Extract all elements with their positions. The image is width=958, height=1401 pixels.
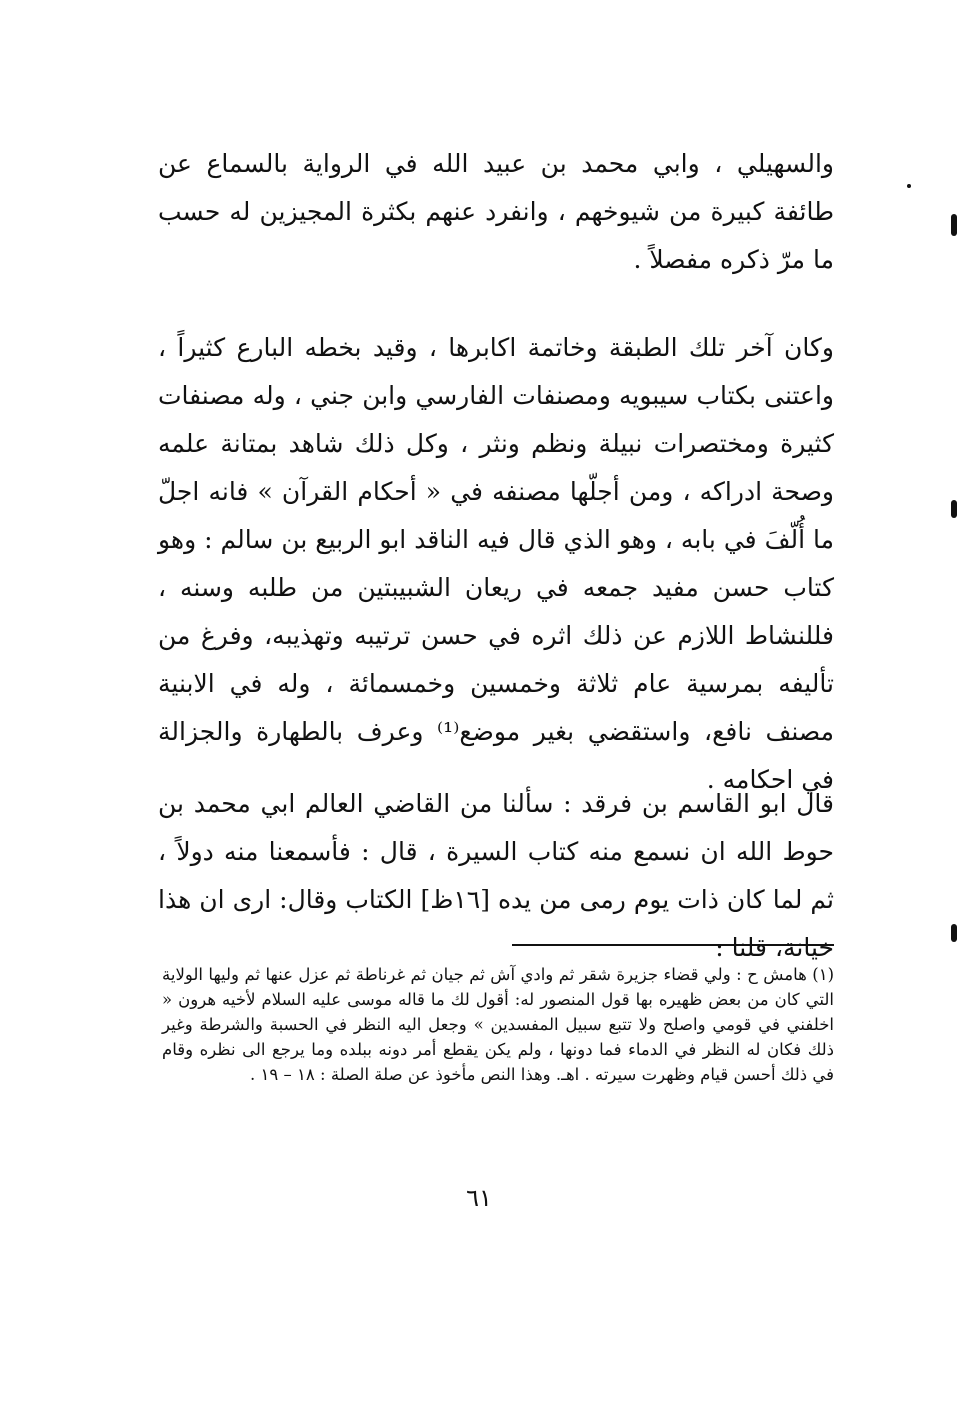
margin-mark [951, 214, 957, 236]
paragraph-text: قال ابو القاسم بن فرقد : سألنا من القاضي العالم ابي محمد بن حوط الله ان نسمع منه كتاب السيرة ، قال : فأسمعنا منه دولاً ، ثم لما كان ذات يوم رمى من يده [١٦ظ] الكتاب وقال: ارى ان هذا خيانة، قلنا : [158, 789, 834, 962]
paragraph-text: وكان آخر تلك الطبقة وخاتمة اكابرها ، وقيد بخطه البارع كثيراً ، واعتنى بكتاب سيبويه ومصنفات الفارسي وابن جني ، وله مصنفات كثيرة ومختصرات نبيلة ونظم ونثر ، وكل ذلك شاهد بمتانة علمه وصحة ادراكه ، ومن أجلّها مصنفه في « أحكام القرآن » فانه اجلّ ما أُلّفَ في بابه ، وهو الذي قال فيه الناقد ابو الربيع بن سالم : وهو كتاب حسن مفيد جمعه في ريعان الشبيبتين من طلبه وسنه ، فللنشاط اللازم عن ذلك اثره في حسن ترتيبه وتهذيبه، وفرغ من تأليفه بمرسية عام ثلاثة وخمسين وخمسمائة ، وله في الابنية مصنف نافع، واستقضي بغير موضع⁽¹⁾ وعرف بالطهارة والجزالة في احكامه . [158, 333, 834, 794]
margin-mark [951, 924, 957, 942]
footnote-divider [512, 944, 834, 946]
footnote [162, 962, 834, 1087]
footnote-text: (١) هامش ح : ولي قضاء جزيرة شقر ثم وادي آش ثم جيان ثم غرناطة ثم عزل عنها ثم وليها الولاية التي كان من بعض ظهيره بها قول المنصور له: أقول لك ما قاله موسى عليه السلام لأخيه هرون « اخلفني في قومي واصلح ولا تتبع سبيل المفسدين » وجعل اليه النظر في الحسبة والشرطة وغير ذلك فكان له النظر في الدماء فما دونها ، ولم يكن يقطع أمر دونه ببلده وما يرجع الى نظره وقام في ذلك أحسن قيام وظهرت سيرته . اهـ. وهذا النص مأخوذ عن صلة الصلة : ١٨ – ١٩ . [162, 965, 834, 1084]
body-paragraph [158, 324, 834, 804]
margin-dot [907, 184, 911, 188]
margin-mark [951, 500, 957, 518]
page-number: ٦١ [466, 1184, 492, 1212]
paragraph-text: والسهيلي ، وابي محمد بن عبيد الله في الرواية بالسماع عن طائفة كبيرة من شيوخهم ، وانفرد عنهم بكثرة المجيزين له حسب ما مرّ ذكره مفصلاً . [158, 149, 834, 274]
body-paragraph [158, 140, 834, 284]
